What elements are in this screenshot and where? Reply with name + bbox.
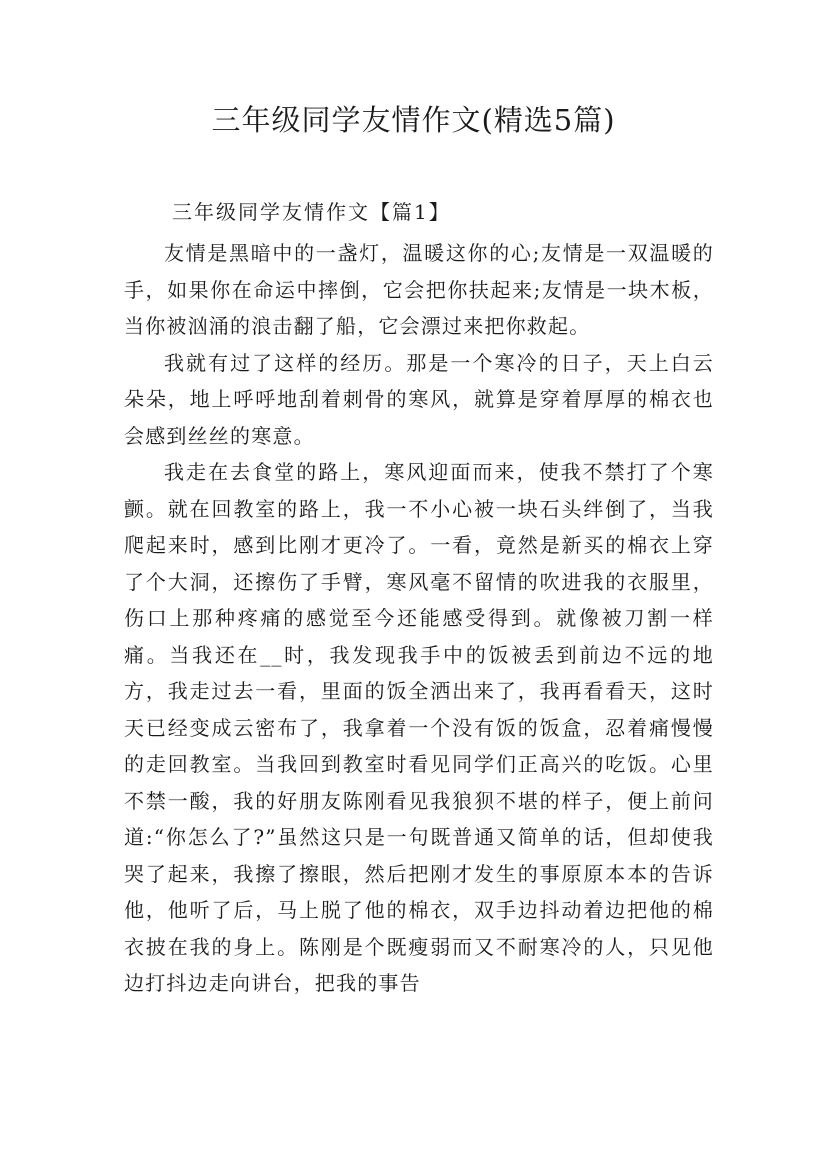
paragraph-1: 友情是黑暗中的一盏灯，温暖这你的心;友情是一双温暖的手，如果你在命运中摔倒，它会把你扶起来;友情是一块木板，当你被汹涌的浪击翻了船，它会漂过来把你救起。	[124, 241, 714, 338]
article-body	[124, 235, 714, 1002]
section-heading: 三年级同学友情作文【篇1】	[172, 200, 451, 224]
paragraph-2: 我就有过了这样的经历。那是一个寒冷的日子，天上白云朵朵，地上呼呼地刮着刺骨的寒风，就算是穿着厚厚的棉衣也会感到丝丝的寒意。	[124, 350, 714, 448]
document-title: 三年级同学友情作文(精选5篇)	[211, 103, 616, 137]
paragraph-3: 我走在去食堂的路上，寒风迎面而来，使我不禁打了个寒颤。就在回教室的路上，我一不小心被一块石头绊倒了，当我爬起来时，感到比刚才更冷了。一看，竟然是新买的棉衣上穿了个大洞，还擦伤了手臂，寒风毫不留情的吹进我的衣服里，伤口上那种疼痛的感觉至今还能感受得到。就像被刀割一样痛。当我还在__时，我发现我手中的饭被丢到前边不远的地方，我走过去一看，里面的饭全洒出来了，我再看看天，这时天已经变成云密布了，我拿着一个没有饭的饭盒，忍着痛慢慢的走回教室。当我回到教室时看见同学们正高兴的吃饭。心里不禁一酸，我的好朋友陈刚看见我狼狈不堪的样子，便上前问道:“你怎么了?”虽然这只是一句既普通又简单的话，但却使我哭了起来，我擦了擦眼，然后把刚才发生的事原原本本的告诉他，他听了后，马上脱了他的棉衣，双手边抖动着边把他的棉衣披在我的身上。陈刚是个既瘦弱而又不耐寒冷的人，只见他边打抖边走向讲台，把我的事告	[124, 460, 714, 995]
